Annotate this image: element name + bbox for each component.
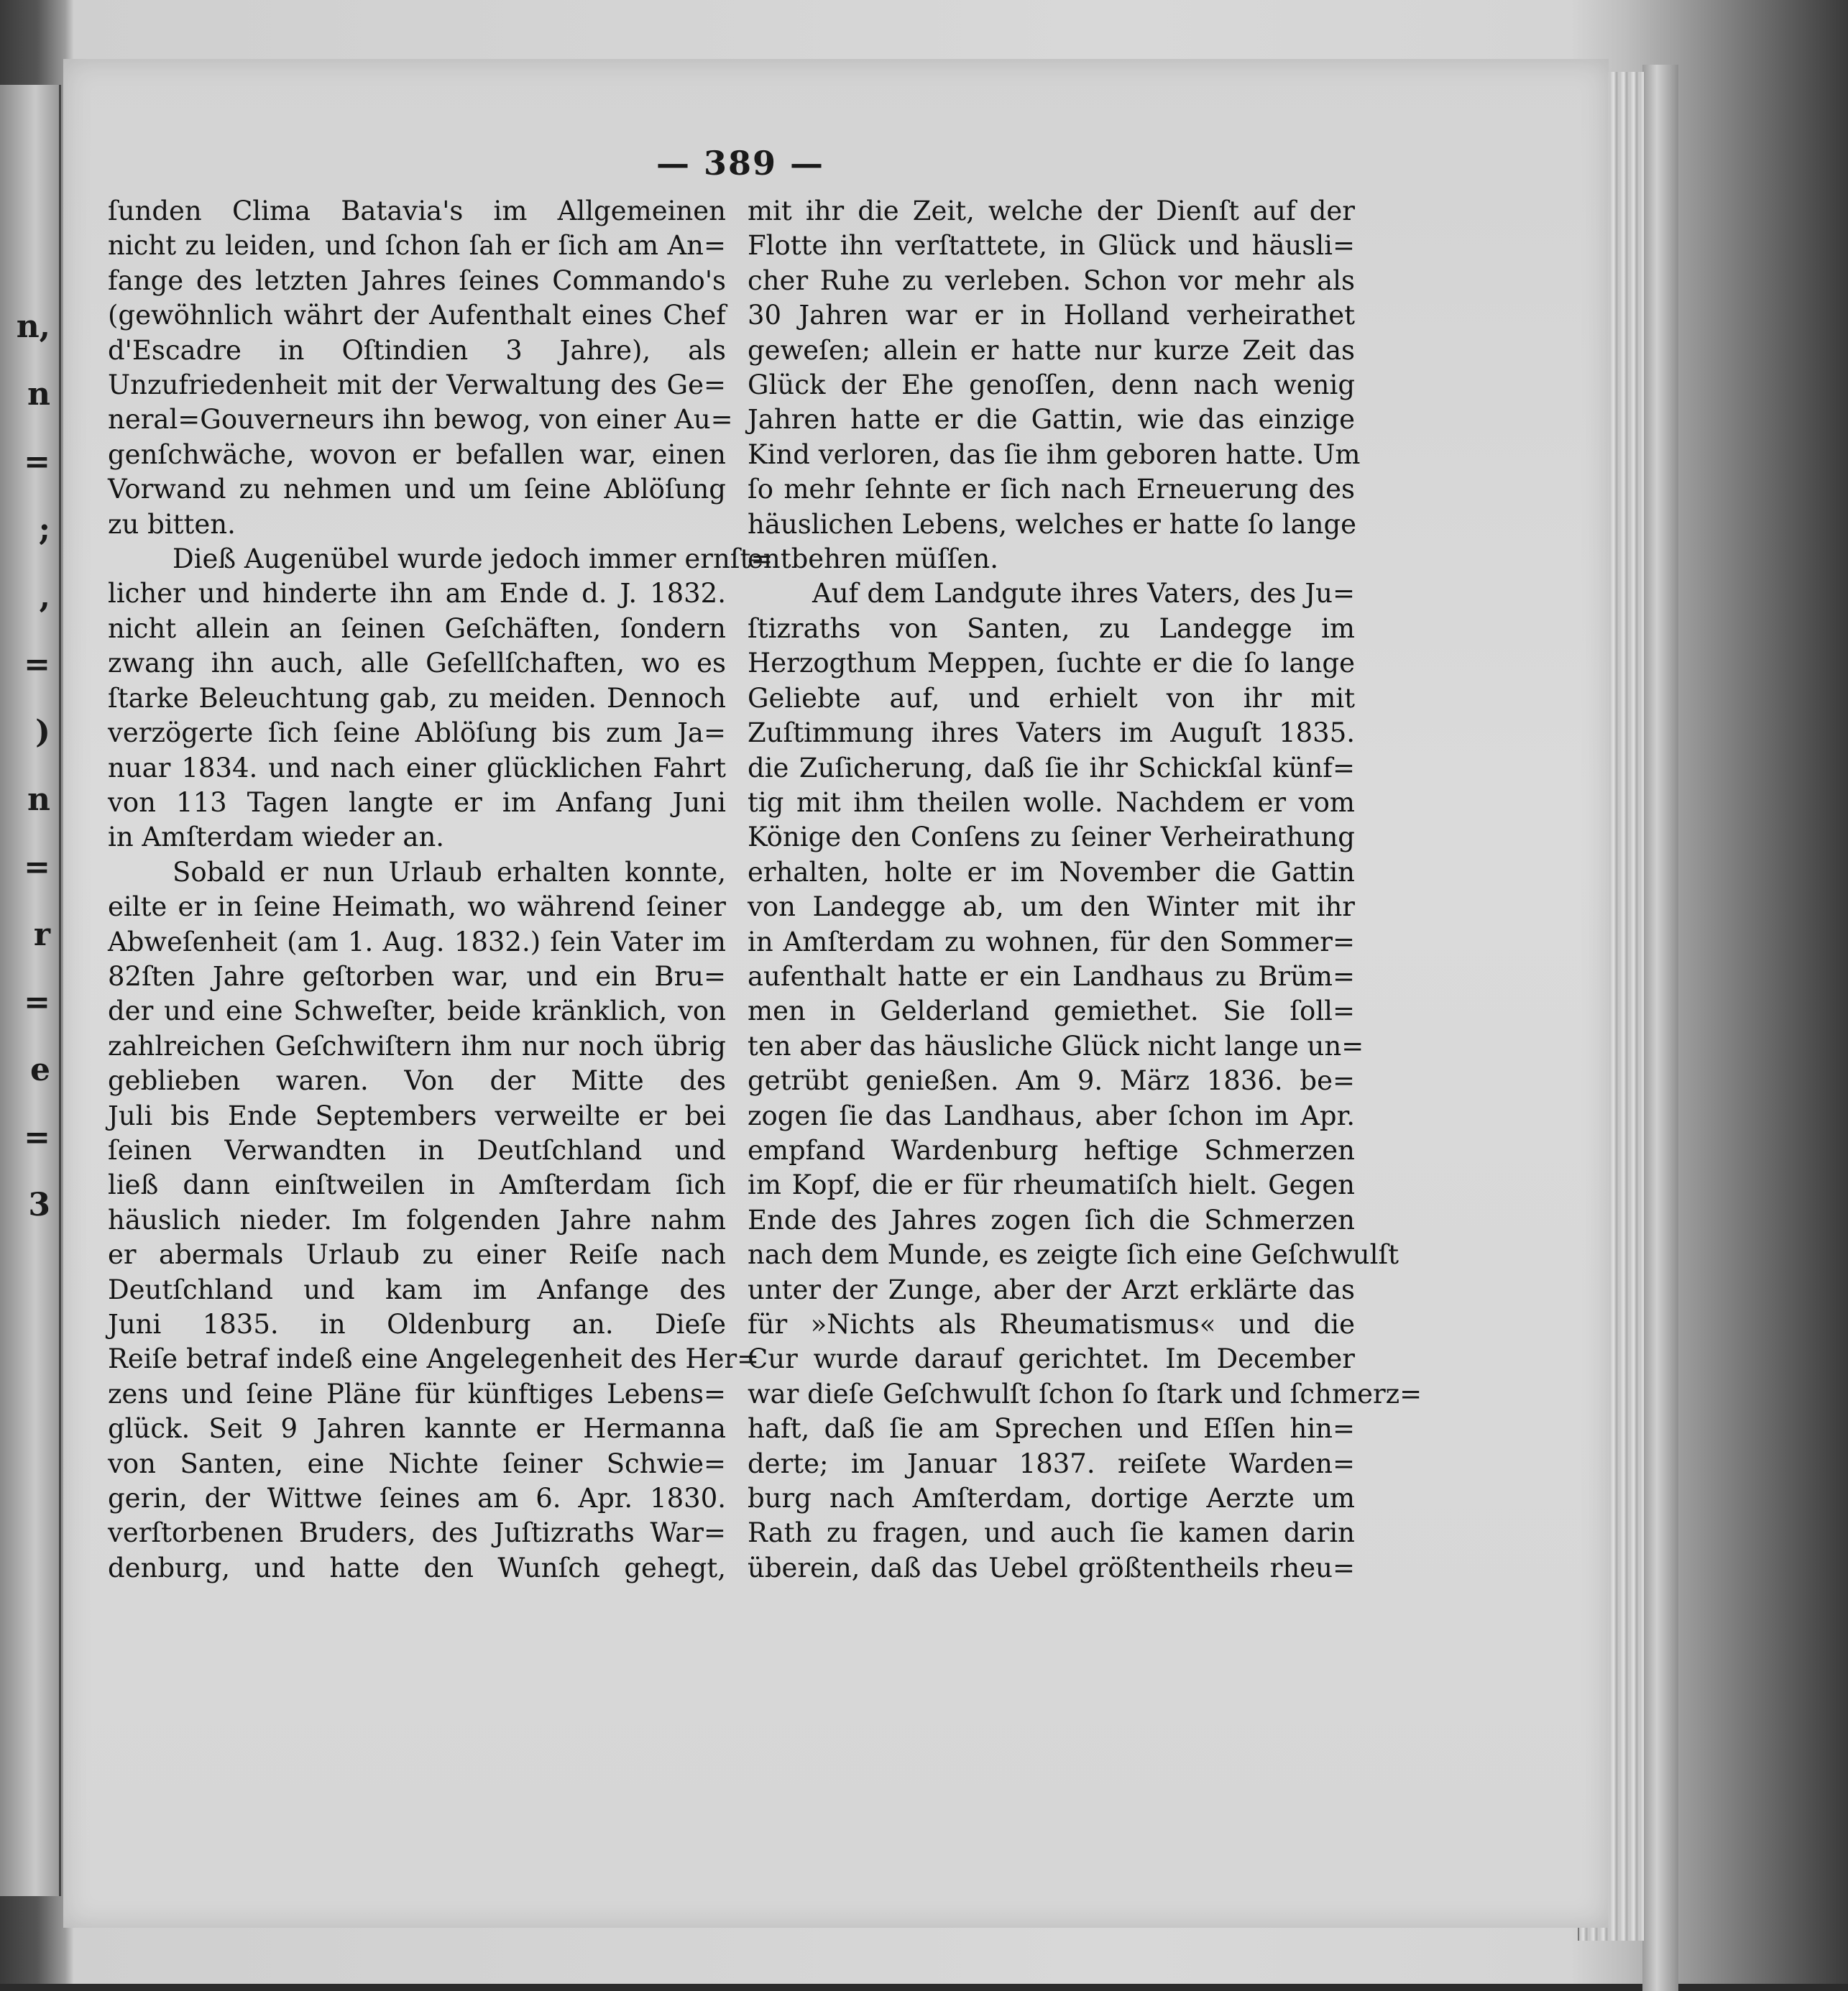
text-line: zogen ſie das Landhaus, aber ſchon im Apr. — [748, 1100, 1355, 1131]
text-line: 82ſten Jahre geſtorben war, und ein Bru= — [108, 960, 726, 992]
text-line: Sobald er nun Urlaub erhalten konnte, — [173, 856, 726, 888]
text-line: burg nach Amſterdam, dortige Aerzte um — [748, 1483, 1355, 1514]
text-line: getrübt genießen. Am 9. März 1836. be= — [748, 1065, 1355, 1097]
text-line: Juni 1835. in Oldenburg an. Dieſe — [108, 1309, 726, 1340]
text-line: häuslich nieder. Im folgenden Jahre nahm — [108, 1204, 726, 1236]
text-line: (gewöhnlich währt der Aufenthalt eines Chef — [108, 300, 726, 331]
text-line: nuar 1834. und nach einer glücklichen Fahrt — [108, 752, 726, 783]
text-line: ließ dann einſtweilen in Amſterdam ſich — [108, 1169, 726, 1201]
text-line: Herzogthum Meppen, ſuchte er die ſo lange — [748, 648, 1355, 679]
text-line: geweſen; allein er hatte nur kurze Zeit das — [748, 334, 1355, 366]
text-line: geblieben waren. Von der Mitte des — [108, 1065, 726, 1097]
text-line: Reiſe betraf indeß eine Angelegenheit des Her= — [108, 1343, 760, 1375]
text-line: war dieſe Geſchwulſt ſchon ſo ſtark und ſchmerz= — [748, 1378, 1422, 1410]
text-line: tig mit ihm theilen wolle. Nachdem er vom — [748, 786, 1355, 818]
text-line: Juli bis Ende Septembers verweilte er bei — [108, 1100, 726, 1131]
text-line: zu bitten. — [108, 508, 236, 540]
text-line: Abweſenheit (am 1. Aug. 1832.) ſein Vater im — [108, 926, 726, 957]
text-line: Deutſchland und kam im Anfange des — [108, 1274, 726, 1305]
text-line: verſtorbenen Bruders, des Juſtizraths War= — [108, 1517, 726, 1549]
text-line: haft, daß ſie am Sprechen und Eſſen hin= — [748, 1413, 1355, 1445]
text-line: ten aber das häusliche Glück nicht lange un= — [748, 1030, 1364, 1062]
text-line: unter der Zunge, aber der Arzt erklärte das — [748, 1274, 1355, 1305]
text-line: Könige den Conſens zu ſeiner Verheirathung — [748, 822, 1355, 853]
text-line: häuslichen Lebens, welches er hatte ſo lange — [748, 508, 1357, 540]
text-line: Dieß Augenübel wurde jedoch immer ernſt= — [173, 543, 773, 575]
text-line: licher und hinderte ihn am Ende d. J. 1832. — [108, 578, 726, 610]
text-line: neral=Gouverneurs ihn bewog, von einer Au= — [108, 404, 733, 436]
facing-page-fragment: 3 — [28, 1187, 50, 1223]
text-line: genſchwäche, wovon er befallen war, einen — [108, 438, 726, 470]
text-line: in Amſterdam wieder an. — [108, 822, 445, 853]
text-line: derte; im Januar 1837. reiſete Warden= — [748, 1448, 1355, 1479]
text-line: er abermals Urlaub zu einer Reiſe nach — [108, 1239, 726, 1271]
text-line: für »Nichts als Rheumatismus« und die — [748, 1309, 1355, 1340]
facing-page-fragment: , — [39, 579, 50, 615]
text-line: Geliebte auf, und erhielt von ihr mit — [748, 682, 1355, 714]
facing-page-fragment: ) — [35, 714, 50, 750]
text-line: gerin, der Wittwe ſeines am 6. Apr. 1830. — [108, 1483, 726, 1514]
text-line: d'Escadre in Oſtindien 3 Jahre), als — [108, 334, 726, 366]
text-line: empfand Wardenburg heftige Schmerzen — [748, 1134, 1355, 1166]
text-line: nach dem Munde, es zeigte ſich eine Geſchwulſt — [748, 1239, 1399, 1271]
text-line: Zuſtimmung ihres Vaters im Auguſt 1835. — [748, 717, 1355, 749]
text-line: von 113 Tagen langte er im Anfang Juni — [108, 786, 726, 818]
text-line: Ende des Jahres zogen ſich die Schmerzen — [748, 1204, 1355, 1236]
facing-page-fragment: n — [27, 781, 50, 818]
facing-page-fragment: ; — [38, 511, 50, 548]
text-line: aufenthalt hatte er ein Landhaus zu Brüm= — [748, 960, 1355, 992]
text-line: überein, daß das Uebel größtentheils rheu= — [748, 1552, 1355, 1583]
text-line: cher Ruhe zu verleben. Schon vor mehr als — [748, 265, 1355, 296]
text-line: fange des letzten Jahres ſeines Commando's — [108, 265, 726, 296]
text-line: im Kopf, die er für rheumatiſch hielt. Gegen — [748, 1169, 1355, 1201]
text-line: zahlreichen Geſchwiſtern ihm nur noch übrig — [108, 1030, 726, 1062]
text-line: verzögerte ſich ſeine Ablöſung bis zum Ja= — [108, 717, 726, 749]
text-line: mit ihr die Zeit, welche der Dienſt auf der — [748, 196, 1355, 226]
facing-page-fragment: r — [33, 916, 50, 953]
text-line: nicht zu leiden, und ſchon ſah er ſich am An= — [108, 230, 726, 262]
text-line: erhalten, holte er im November die Gattin — [748, 856, 1355, 888]
facing-page-fragment: = — [24, 1119, 50, 1156]
facing-page-edge — [0, 85, 61, 1896]
facing-page-fragment: = — [24, 443, 50, 480]
text-line: ſeinen Verwandten in Deutſchland und — [108, 1134, 726, 1166]
facing-page-fragment: = — [24, 849, 50, 886]
text-line: in Amſterdam zu wohnen, für den Sommer= — [748, 926, 1355, 957]
text-line: nicht allein an ſeinen Geſchäften, ſondern — [108, 612, 726, 644]
text-line: von Santen, eine Nichte ſeiner Schwie= — [108, 1448, 726, 1479]
facing-page-fragment: = — [24, 646, 50, 683]
text-line: men in Gelderland gemiethet. Sie ſoll= — [748, 996, 1355, 1027]
text-line: Unzufriedenheit mit der Verwaltung des Ge= — [108, 369, 726, 401]
facing-page-fragment: = — [24, 984, 50, 1021]
text-line: denburg, und hatte den Wunſch gehegt, — [108, 1552, 726, 1583]
text-line: 30 Jahren war er in Holland verheirathet — [748, 300, 1355, 331]
text-line: ſunden Clima Batavia's im Allgemeinen — [108, 196, 726, 226]
text-line: ſtizraths von Santen, zu Landegge im — [748, 612, 1355, 644]
page-number: — 389 — — [656, 144, 825, 183]
text-line: glück. Seit 9 Jahren kannte er Hermanna — [108, 1413, 726, 1445]
facing-page-fragment: n, — [16, 308, 50, 345]
text-line: Glück der Ehe genoſſen, denn nach wenig — [748, 369, 1355, 401]
book-cover-edge — [1642, 65, 1678, 1991]
text-line: Vorwand zu nehmen und um ſeine Ablöſung — [108, 474, 726, 505]
text-line: eilte er in ſeine Heimath, wo während ſeiner — [108, 891, 726, 923]
text-line: die Zuſicherung, daß ſie ihr Schickſal künf= — [748, 752, 1355, 783]
text-line: von Landegge ab, um den Winter mit ihr — [748, 891, 1355, 923]
facing-page-fragment: n — [27, 376, 50, 413]
text-line: Flotte ihn verſtattete, in Glück und häusli= — [748, 230, 1355, 262]
text-line: der und eine Schweſter, beide kränklich, von — [108, 996, 726, 1027]
right-text-column — [748, 194, 1422, 1586]
text-line: Cur wurde darauf gerichtet. Im December — [748, 1343, 1355, 1375]
text-line: Auf dem Landgute ihres Vaters, des Ju= — [812, 578, 1355, 610]
text-line: entbehren müſſen. — [748, 543, 998, 575]
text-line: ſo mehr ſehnte er ſich nach Erneuerung des — [748, 474, 1355, 505]
text-line: Kind verloren, das ſie ihm geboren hatte. Um — [748, 438, 1361, 470]
facing-page-fragment: e — [30, 1052, 50, 1088]
text-line: Jahren hatte er die Gattin, wie das einzige — [748, 404, 1355, 436]
text-line: zens und ſeine Pläne für künftiges Lebens= — [108, 1378, 726, 1410]
left-text-column — [108, 194, 773, 1586]
facing-page-text-fragments — [7, 293, 50, 1239]
text-line: Rath zu fragen, und auch ſie kamen darin — [748, 1517, 1355, 1549]
text-line: zwang ihn auch, alle Geſellſchaften, wo es — [108, 648, 726, 679]
text-line: ſtarke Beleuchtung gab, zu meiden. Dennoch — [108, 682, 726, 714]
